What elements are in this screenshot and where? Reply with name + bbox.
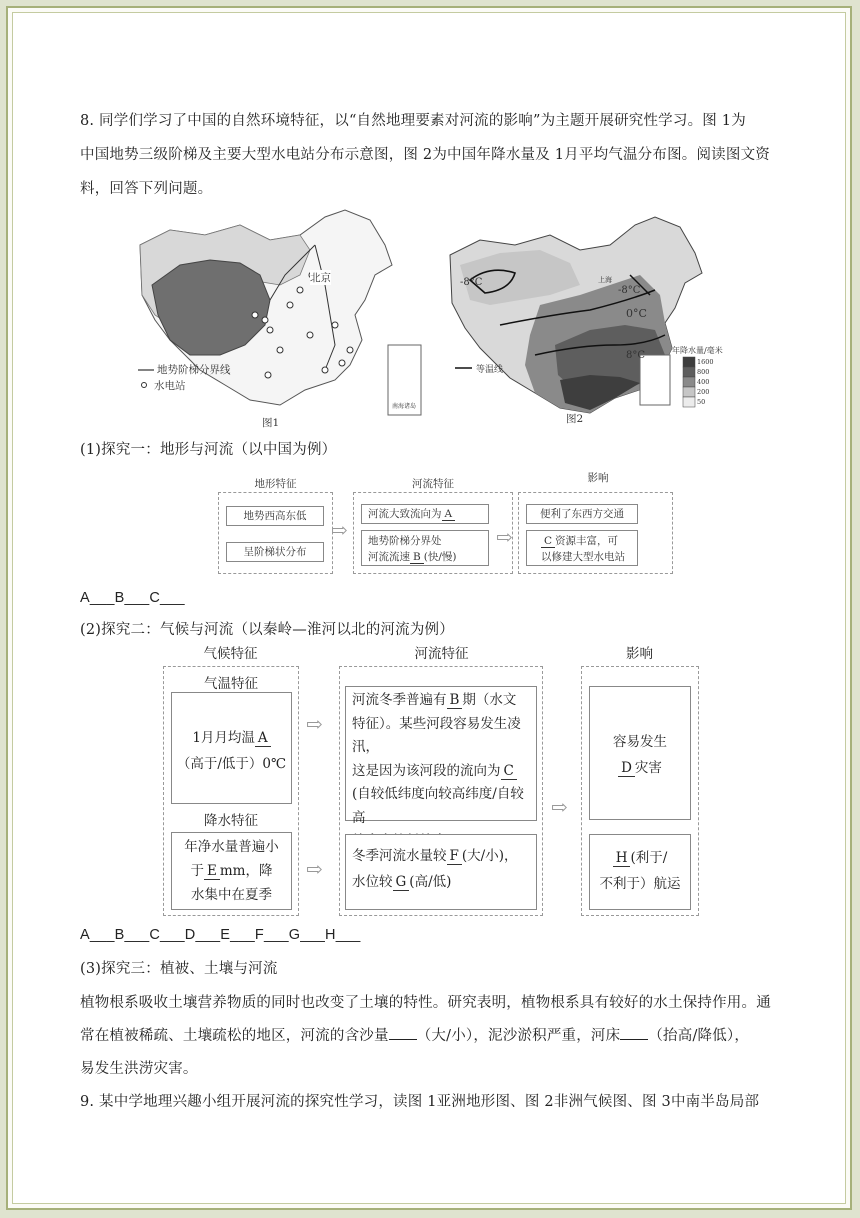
blank-B: B bbox=[447, 692, 463, 709]
p1-answer-line: A___B___C___ bbox=[80, 590, 185, 606]
map2-city-label: 上海 bbox=[598, 276, 612, 284]
arrow-right-icon: ⇨ bbox=[496, 525, 513, 549]
map-figure-2 bbox=[440, 205, 740, 430]
map2-isotherm-1: -8°C bbox=[460, 277, 483, 288]
p2-precip-title: 降水特征 bbox=[204, 813, 258, 829]
blank-B: B bbox=[410, 551, 424, 564]
p3-blank-riverbed[interactable] bbox=[620, 1025, 648, 1040]
map2-isotherm-4: 8°C bbox=[626, 350, 646, 361]
p3-heading: (3)探究三：植被、土壤与河流 bbox=[80, 961, 278, 977]
p1-flow-diagram bbox=[218, 470, 673, 575]
blank-E: E bbox=[204, 863, 220, 880]
p2-precip-prefix: 于 bbox=[190, 863, 205, 879]
p2-river-flow-suffix: (大/小)， bbox=[461, 848, 518, 864]
blank-H: H bbox=[613, 850, 631, 867]
map1-legend-dot: 水电站 bbox=[154, 380, 186, 392]
p2-effect-shipping-line1 bbox=[590, 845, 690, 871]
p2-answer-line: A___B___C___D___E___F___G___H___ bbox=[80, 927, 361, 943]
blank-G: G bbox=[393, 874, 410, 891]
map2-legend-title: 年降水量/毫米 bbox=[672, 346, 723, 355]
arrow-right-icon: ⇨ bbox=[551, 795, 568, 819]
p1-river-speed-label: 河流流速 bbox=[368, 551, 410, 563]
p2-effect-shipping-line2: 不利于）航运 bbox=[599, 876, 681, 892]
legend-value: 50 bbox=[697, 398, 706, 406]
p2-col3-title: 影响 bbox=[626, 646, 653, 662]
p2-effect-shipping-box bbox=[589, 834, 691, 910]
p3-blank-sediment[interactable] bbox=[389, 1025, 417, 1040]
p2-col1-title: 气候特征 bbox=[203, 646, 258, 662]
p2-flow-diagram bbox=[163, 642, 703, 917]
p2-river-line4: (自较低纬度向较高纬度/自较高 bbox=[352, 786, 524, 826]
p2-river-suffix: 期（水文 bbox=[462, 692, 517, 708]
p1-river-direction bbox=[361, 504, 489, 524]
map2-isotherm-2: -8°C bbox=[618, 285, 641, 296]
q8-line3: 料，回答下列问题。 bbox=[80, 181, 213, 197]
blank-A: A bbox=[255, 730, 271, 747]
p1-effect-hydropower-text: 资源丰富，可 bbox=[555, 535, 619, 547]
legend-value: 800 bbox=[697, 368, 710, 376]
legend-value: 200 bbox=[697, 388, 710, 396]
p3-line2 bbox=[80, 1022, 749, 1051]
p2-temp-box bbox=[171, 692, 292, 804]
p2-effect-disaster-line2 bbox=[590, 755, 690, 781]
p2-river-level-prefix: 水位较 bbox=[352, 874, 393, 890]
arrow-right-icon: ⇨ bbox=[306, 712, 323, 736]
p3-line2-part1: 常在植被稀疏、土壤疏松的地区，河流的含沙量 bbox=[80, 1028, 389, 1044]
map1-city-label: 北京 bbox=[310, 272, 331, 284]
p2-temp-label: 1月月均温 bbox=[192, 730, 255, 746]
map-figure-1 bbox=[130, 205, 425, 430]
p2-river-label: 河流冬季普遍有 bbox=[352, 692, 447, 708]
p2-precip-line2 bbox=[172, 859, 291, 883]
p1-effect-hydropower bbox=[526, 530, 638, 566]
p1-effect-hydropower-line2: 以修建大型水电站 bbox=[541, 551, 625, 563]
p2-river-line3 bbox=[352, 760, 532, 784]
p1-river-speed-options: (快/慢) bbox=[423, 551, 457, 563]
p1-effect-hydropower-line1 bbox=[541, 533, 637, 549]
p2-river-level-suffix: (高/低) bbox=[409, 874, 452, 890]
p1-heading: (1)探究一：地形与河流（以中国为例） bbox=[80, 442, 337, 458]
p3-line3: 易发生洪涝灾害。 bbox=[80, 1061, 198, 1077]
blank-D: D bbox=[618, 760, 635, 777]
arrow-right-icon: ⇨ bbox=[331, 518, 348, 542]
legend-value: 400 bbox=[697, 378, 710, 386]
p1-terrain-steps: 呈阶梯状分布 bbox=[226, 542, 324, 562]
p2-river-flow-box bbox=[345, 834, 537, 910]
p2-river-line1 bbox=[352, 689, 532, 713]
p2-precip-line1: 年净水量普遍小 bbox=[184, 839, 279, 855]
china-terrain-map bbox=[130, 205, 425, 430]
q8-line1: 8. 同学们学习了中国的自然环境特征，以“自然地理要素对河流的影响”为主题开展研究性学习。图 1为 bbox=[80, 113, 746, 129]
p2-effect-disaster-line1: 容易发生 bbox=[613, 734, 667, 750]
p2-precip-line3: 水集中在夏季 bbox=[191, 887, 272, 903]
p2-effect-disaster-box bbox=[589, 686, 691, 820]
p2-river-ice-box bbox=[345, 686, 537, 826]
map2-isotherm-3: 0°C bbox=[626, 307, 647, 320]
p1-effect-transport: 便利了东西方交通 bbox=[526, 504, 638, 524]
p2-precip-box bbox=[171, 832, 292, 910]
p1-river-speed-line2 bbox=[368, 549, 488, 565]
p2-river-flow-label: 这是因为该河段的流向为 bbox=[352, 762, 501, 779]
map2-legend-values bbox=[697, 357, 714, 407]
map2-legend-line: 等温线 bbox=[476, 365, 504, 375]
p1-terrain-west-high: 地势西高东低 bbox=[226, 506, 324, 526]
map2-caption: 图2 bbox=[566, 413, 584, 425]
blank-C: C bbox=[541, 535, 555, 548]
arrow-right-icon: ⇨ bbox=[306, 857, 323, 881]
p2-precip-suffix: mm，降 bbox=[219, 863, 273, 879]
p2-effect-shipping-suffix: (利于/ bbox=[630, 850, 668, 866]
p2-river-flow-prefix: 冬季河流水量较 bbox=[352, 848, 447, 864]
blank-F: F bbox=[447, 848, 462, 865]
map1-inset-label: 南海诸岛 bbox=[392, 403, 417, 410]
map1-caption: 图1 bbox=[262, 417, 280, 429]
china-climate-map bbox=[440, 205, 740, 430]
legend-value: 1600 bbox=[697, 358, 714, 366]
p2-col2-title: 河流特征 bbox=[414, 646, 469, 662]
p2-effect-disaster-suffix: 灾害 bbox=[634, 760, 662, 776]
blank-C: C bbox=[501, 763, 517, 780]
p1-river-speed-line1: 地势阶梯分界处 bbox=[368, 535, 442, 547]
p1-col2-title: 河流特征 bbox=[412, 478, 454, 490]
q8-line2: 中国地势三级阶梯及主要大型水电站分布示意图，图 2为中国年降水量及 1月平均气温分布图。阅读图文资 bbox=[80, 147, 770, 163]
map1-legend-line: 地势阶梯分界线 bbox=[157, 364, 231, 376]
blank-A: A bbox=[442, 508, 456, 521]
q9-line1: 9. 某中学地理兴趣小组开展河流的探究性学习，读图 1亚洲地形图、图 2非洲气候图、图 3中南半岛局部 bbox=[80, 1094, 760, 1110]
p2-heading: (2)探究二：气候与河流（以秦岭—淮河以北的河流为例） bbox=[80, 622, 454, 638]
p2-temp-line1 bbox=[172, 725, 291, 751]
p2-temp-title: 气温特征 bbox=[204, 676, 258, 692]
p1-col3-title: 影响 bbox=[587, 472, 609, 484]
p2-temp-options: （高于/低于）0℃ bbox=[176, 756, 287, 772]
p3-line2-part2: （大/小），泥沙淤积严重，河床 bbox=[416, 1028, 621, 1044]
p2-river-line2: 特征）。某些河段容易发生凌汛， bbox=[352, 715, 521, 755]
p1-col1-title: 地形特征 bbox=[254, 478, 297, 490]
p1-river-speed bbox=[361, 530, 489, 566]
p3-line1: 植物根系吸收土壤营养物质的同时也改变了土壤的特性。研究表明，植物根系具有较好的水土保持作用。通 bbox=[80, 995, 771, 1011]
p2-river-flow-line1 bbox=[352, 843, 532, 869]
p1-river-direction-label: 河流大致流向为 bbox=[368, 508, 442, 520]
p2-river-flow-line2 bbox=[352, 869, 532, 895]
p3-line2-part3: （抬高/降低）， bbox=[648, 1028, 750, 1044]
